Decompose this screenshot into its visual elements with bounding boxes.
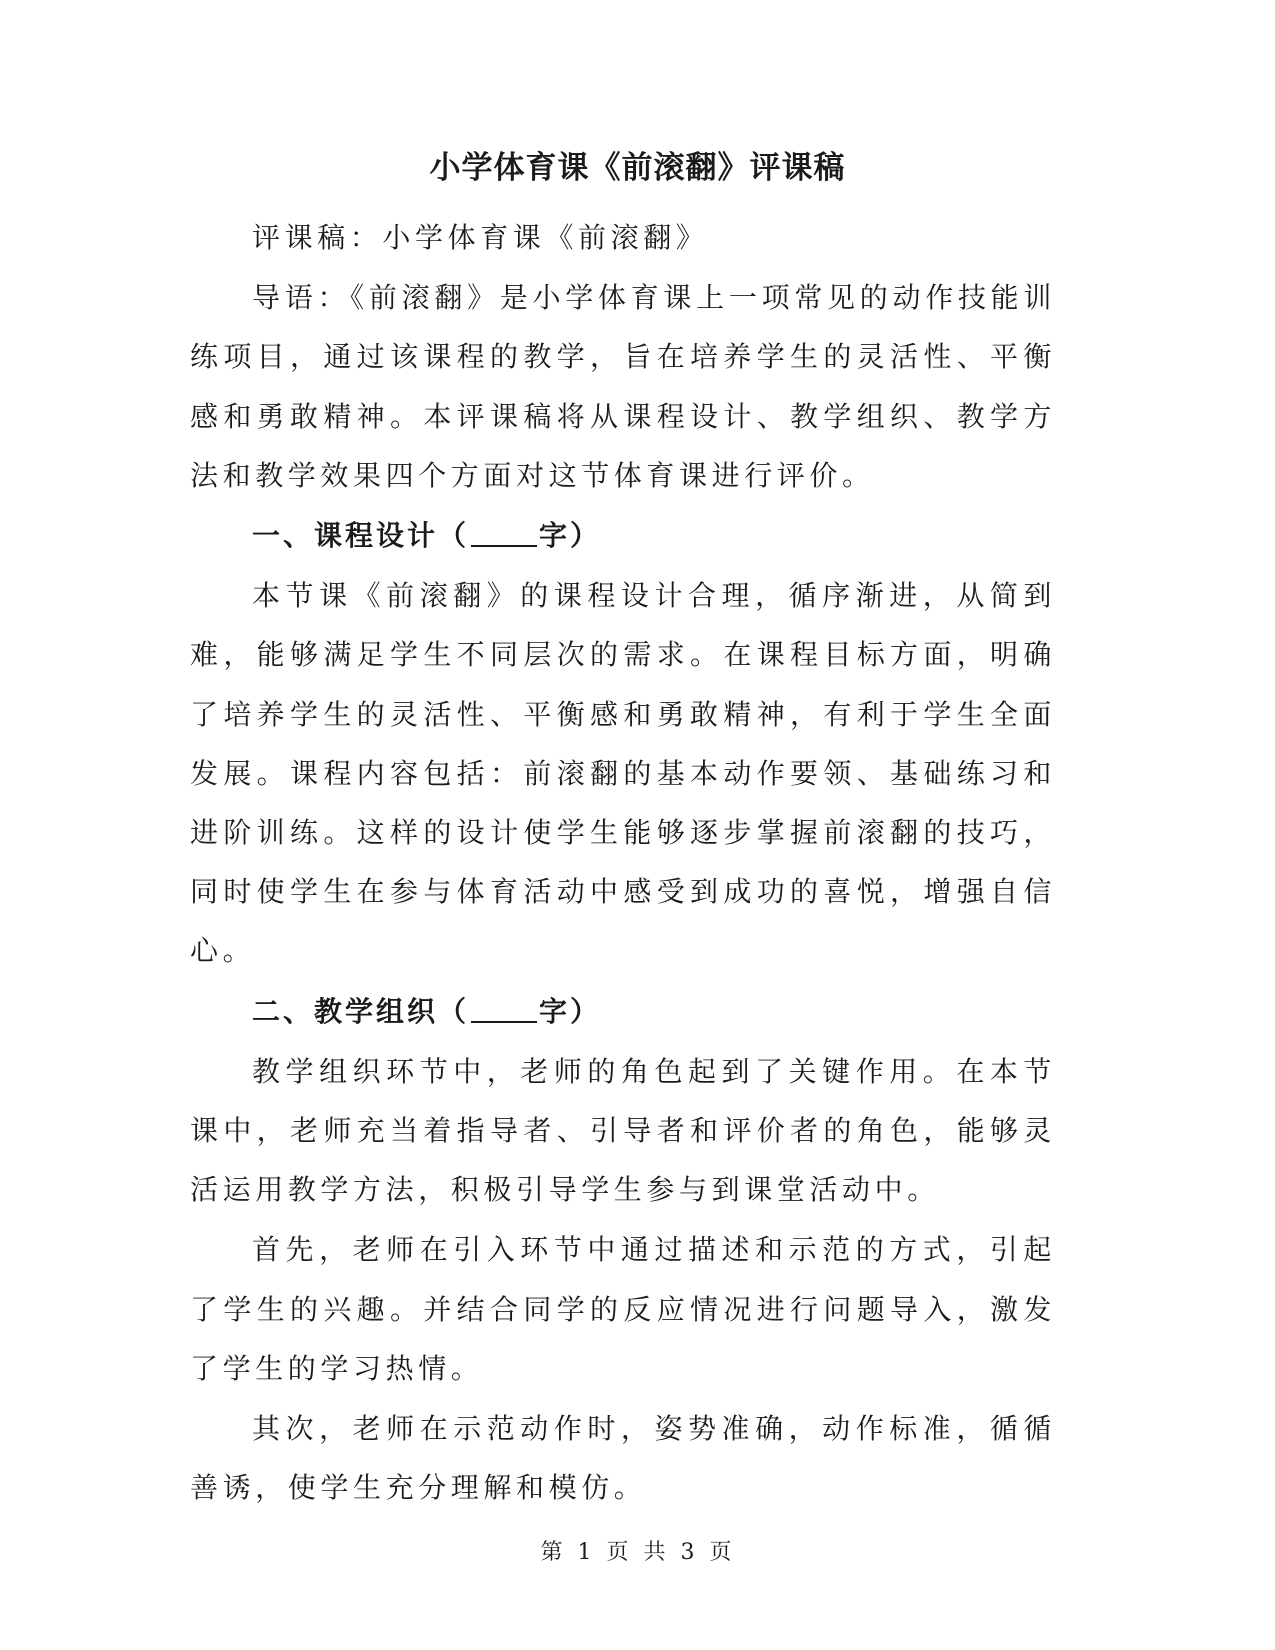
footer-label-page: 第: [540, 1540, 566, 1565]
second-point-paragraph: 其次，老师在示范动作时，姿势准确，动作标准，循循善诱，使学生充分理解和模仿。: [190, 1412, 1056, 1505]
course-design-paragraph: 本节课《前滚翻》的课程设计合理，循序渐进，从简到难，能够满足学生不同层次的需求。在课程目标方面，明确了培养学生的灵活性、平衡感和勇敢精神，有利于学生全面发展。课程内容包括：前滚翻的基本动作要领、基础练习和进阶训练。这样的设计使学生能够逐步掌握前滚翻的技巧，同时使学生在参与体育活动中感受到成功的喜悦，增强自信心。: [190, 579, 1056, 968]
teaching-organization-paragraph: 教学组织环节中，老师的角色起到了关键作用。在本节课中，老师充当着指导者、引导者和评价者的角色，能够灵活运用教学方法，积极引导学生参与到课堂活动中。: [190, 1054, 1056, 1207]
word-count-blank: [471, 519, 537, 547]
section-heading-course-design: [190, 506, 1056, 565]
footer-label-unit: 页: [606, 1540, 632, 1565]
section-heading-teaching-organization: [190, 982, 1056, 1041]
section1-heading-prefix: 一、课程设计（: [252, 519, 470, 553]
footer-label-total: 共: [643, 1540, 669, 1565]
section2-heading-prefix: 二、教学组织（: [252, 994, 470, 1028]
footer-label-unit2: 页: [709, 1540, 735, 1565]
page-footer: [0, 1535, 1275, 1566]
word-count-blank: [471, 995, 537, 1023]
section2-heading-suffix: 字）: [539, 994, 602, 1028]
section1-heading-suffix: 字）: [539, 519, 602, 553]
footer-current-page: 1: [577, 1540, 595, 1565]
intro-paragraph: 导语：《前滚翻》是小学体育课上一项常见的动作技能训练项目，通过该课程的教学，旨在培养学生的灵活性、平衡感和勇敢精神。本评课稿将从课程设计、教学组织、教学方法和教学效果四个方面对这节体育课进行评价。: [190, 281, 1056, 492]
subtitle-line: 评课稿：小学体育课《前滚翻》: [252, 221, 709, 254]
first-point-paragraph: 首先，老师在引入环节中通过描述和示范的方式，引起了学生的兴趣。并结合同学的反应情况进行问题导入，激发了学生的学习热情。: [190, 1233, 1056, 1385]
document-title: 小学体育课《前滚翻》评课稿: [429, 150, 846, 186]
footer-total-pages: 3: [680, 1540, 698, 1565]
document-body: [190, 208, 1056, 1518]
